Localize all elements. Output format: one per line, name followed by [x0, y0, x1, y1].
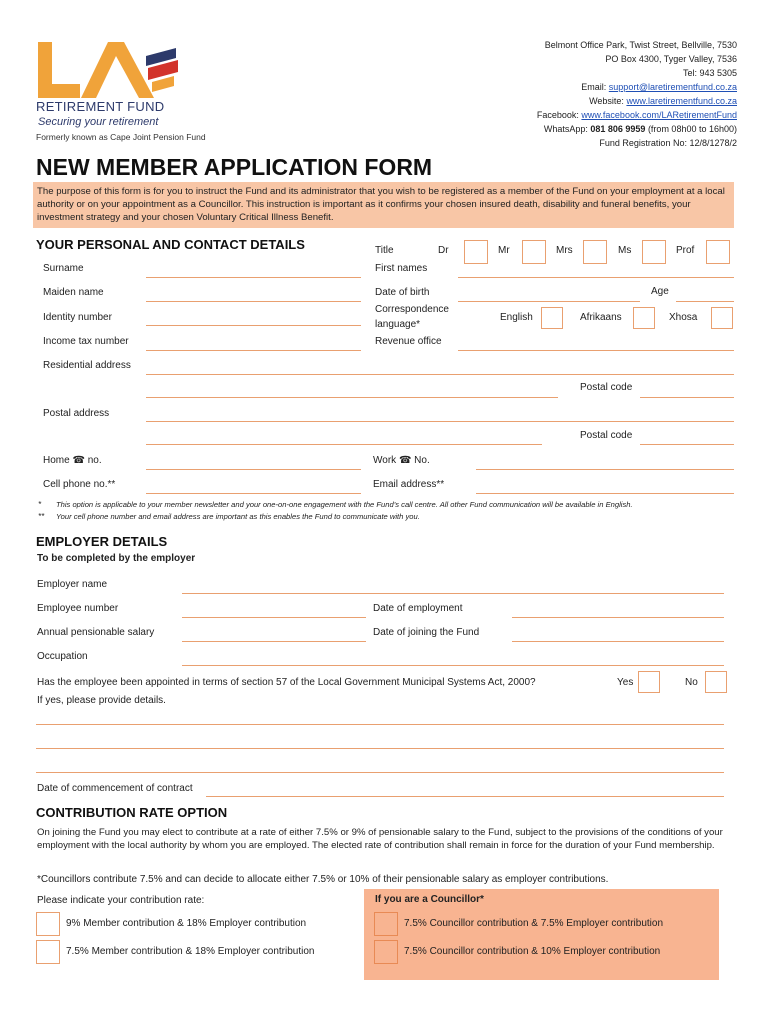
employer-heading: EMPLOYER DETAILS	[36, 534, 168, 549]
contact-address1: Belmont Office Park, Twist Street, Bellville, 7530	[544, 40, 737, 50]
occupation-field[interactable]	[182, 665, 724, 666]
home-number-suffix: no.	[84, 455, 102, 466]
email-link[interactable]: support@laretirementfund.co.za	[608, 82, 737, 92]
councillor-option-1-checkbox[interactable]	[374, 912, 398, 936]
contact-address2: PO Box 4300, Tyger Valley, 7536	[605, 54, 737, 64]
postal-address-label: Postal address	[43, 408, 110, 419]
residential-address-label: Residential address	[43, 360, 131, 371]
employer-name-field[interactable]	[182, 593, 724, 594]
work-number-label	[373, 455, 430, 466]
residential-postal-code-label: Postal code	[580, 382, 633, 393]
correspondence-label-1: Correspondence	[375, 304, 449, 315]
first-names-field[interactable]	[458, 277, 734, 278]
phone-icon: ☎	[398, 455, 412, 466]
councillor-option-2-label: 7.5% Councillor contribution & 10% Employer contribution	[404, 946, 661, 957]
home-number-text: Home	[43, 455, 73, 466]
contribution-heading: CONTRIBUTION RATE OPTION	[36, 805, 228, 820]
facebook-link[interactable]: www.facebook.com/LARetirementFund	[581, 110, 737, 120]
age-field[interactable]	[676, 301, 734, 302]
surname-label: Surname	[43, 263, 84, 274]
email-label: Email:	[581, 82, 609, 92]
lang-english-label: English	[500, 312, 533, 323]
section57-question: Has the employee been appointed in terms of section 57 of the Local Government Municipal Systems Act, 2000?	[37, 677, 536, 688]
title-mr-checkbox[interactable]	[522, 240, 546, 264]
maiden-name-field[interactable]	[146, 301, 361, 302]
date-of-birth-label: Date of birth	[375, 287, 430, 298]
title-prof-label: Prof	[676, 245, 695, 256]
contact-email	[581, 82, 737, 92]
phone-icon: ☎	[72, 455, 85, 466]
title-prof-checkbox[interactable]	[706, 240, 730, 264]
work-number-field[interactable]	[476, 469, 734, 470]
footnote-2-mark: **	[38, 512, 45, 521]
details-field-3[interactable]	[36, 772, 724, 773]
title-dr-label: Dr	[438, 245, 449, 256]
work-number-suffix: No.	[411, 455, 430, 466]
title-ms-checkbox[interactable]	[642, 240, 666, 264]
employee-number-field[interactable]	[182, 617, 366, 618]
contact-facebook	[537, 110, 737, 120]
councillor-option-1-label: 7.5% Councillor contribution & 7.5% Employer contribution	[404, 918, 664, 929]
contact-tel: Tel: 943 5305	[682, 68, 737, 78]
postal-address-field-1[interactable]	[146, 421, 734, 422]
lang-xhosa-checkbox[interactable]	[711, 307, 733, 329]
title-ms-label: Ms	[618, 245, 632, 256]
lang-english-checkbox[interactable]	[541, 307, 563, 329]
lang-xhosa-label: Xhosa	[669, 312, 698, 323]
work-number-text: Work	[373, 455, 399, 466]
footnote-1-mark: *	[38, 500, 42, 509]
contact-whatsapp	[544, 124, 737, 134]
whatsapp-number: 081 806 9959	[590, 124, 646, 134]
date-of-birth-field[interactable]	[458, 301, 640, 302]
residential-postal-code-field[interactable]	[640, 397, 734, 398]
occupation-label: Occupation	[37, 651, 88, 662]
email-address-field[interactable]	[476, 493, 734, 494]
income-tax-field[interactable]	[146, 350, 361, 351]
postal-postal-code-label: Postal code	[580, 430, 633, 441]
email-address-label: Email address**	[373, 479, 445, 490]
revenue-office-field[interactable]	[458, 350, 734, 351]
website-label: Website:	[589, 96, 627, 106]
commencement-field[interactable]	[206, 796, 724, 797]
employee-number-label: Employee number	[37, 603, 119, 614]
logo-name: RETIREMENT FUND	[36, 99, 165, 114]
income-tax-label: Income tax number	[43, 336, 129, 347]
identity-number-field[interactable]	[146, 325, 361, 326]
title-mrs-checkbox[interactable]	[583, 240, 607, 264]
postal-address-field-2[interactable]	[146, 444, 542, 445]
title-dr-checkbox[interactable]	[464, 240, 488, 264]
whatsapp-hours: (from 08h00 to 16h00)	[645, 124, 737, 134]
date-joining-field[interactable]	[512, 641, 724, 642]
councillor-option-2-checkbox[interactable]	[374, 940, 398, 964]
formerly-known: Formerly known as Cape Joint Pension Fund	[36, 132, 206, 142]
option-7-5pct-checkbox[interactable]	[36, 940, 60, 964]
employer-name-label: Employer name	[37, 579, 108, 590]
date-joining-label: Date of joining the Fund	[373, 627, 480, 638]
contribution-paragraph: On joining the Fund you may elect to contribute at a rate of either 7.5% or 9% of pensionable salary to the Fund, subject to the provisions of the conditions of your employment with the local authority by whom you are employed. The elected rate of contribution shall remain in force for the duration of your Fund membership.	[37, 827, 723, 851]
commencement-label: Date of commencement of contract	[37, 783, 193, 794]
postal-postal-code-field[interactable]	[640, 444, 734, 445]
employer-subheading: To be completed by the employer	[37, 553, 196, 564]
date-of-employment-field[interactable]	[512, 617, 724, 618]
indicate-label: Please indicate your contribution rate:	[37, 895, 205, 906]
logo-tagline: Securing your retirement	[38, 116, 159, 128]
title-mrs-label: Mrs	[556, 245, 573, 256]
cell-phone-field[interactable]	[146, 493, 361, 494]
maiden-name-label: Maiden name	[43, 287, 104, 298]
identity-number-label: Identity number	[43, 312, 112, 323]
la-logo-graphic	[36, 38, 216, 100]
lang-afrikaans-checkbox[interactable]	[633, 307, 655, 329]
section57-no-label: No	[685, 677, 698, 688]
age-label: Age	[651, 286, 669, 297]
page-title: NEW MEMBER APPLICATION FORM	[36, 154, 433, 180]
footnote-1: This option is applicable to your member newsletter and your one-on-one engagement with the Fund’s call centre. All other Fund communication will be available in English.	[56, 500, 633, 509]
section57-no-checkbox[interactable]	[705, 671, 727, 693]
date-of-employment-label: Date of employment	[373, 603, 463, 614]
section57-yes-checkbox[interactable]	[638, 671, 660, 693]
logo	[36, 38, 216, 148]
annual-salary-label: Annual pensionable salary	[37, 627, 155, 638]
councillor-heading: If you are a Councillor*	[375, 894, 484, 905]
if-yes-label: If yes, please provide details.	[37, 695, 166, 706]
fund-registration: Fund Registration No: 12/8/1278/2	[599, 138, 737, 148]
option-9pct-label: 9% Member contribution & 18% Employer contribution	[66, 918, 307, 929]
lang-afrikaans-label: Afrikaans	[580, 312, 622, 323]
facebook-label: Facebook:	[536, 110, 582, 120]
option-7-5pct-label: 7.5% Member contribution & 18% Employer contribution	[66, 946, 315, 957]
residential-address-field-2[interactable]	[146, 397, 558, 398]
details-field-1[interactable]	[36, 724, 724, 725]
intro-text: The purpose of this form is for you to instruct the Fund and its administrator that you wish to be registered as a member of the Fund on your employment at a local authority or on your appointment as a Councillor. This instruction is important as it confirms your chosen insured death, disability and funeral benefits, your investment strategy and your chosen Voluntary Critical Illness Benefit.	[37, 186, 725, 223]
whatsapp-label: WhatsApp:	[543, 124, 591, 134]
details-field-2[interactable]	[36, 748, 724, 749]
correspondence-label-2: language*	[375, 319, 421, 330]
option-9pct-checkbox[interactable]	[36, 912, 60, 936]
first-names-label: First names	[375, 263, 428, 274]
personal-heading: YOUR PERSONAL AND CONTACT DETAILS	[36, 237, 305, 252]
home-number-field[interactable]	[146, 469, 361, 470]
title-label: Title	[375, 245, 394, 256]
cell-phone-label: Cell phone no.**	[43, 479, 116, 490]
title-mr-label: Mr	[498, 245, 510, 256]
section57-yes-label: Yes	[617, 677, 634, 688]
surname-field[interactable]	[146, 277, 361, 278]
website-link[interactable]: www.laretirementfund.co.za	[626, 96, 737, 106]
contact-website	[589, 96, 737, 106]
footnote-2: Your cell phone number and email address are important as this enables the Fund to communicate with you.	[56, 512, 420, 521]
annual-salary-field[interactable]	[182, 641, 366, 642]
residential-address-field-1[interactable]	[146, 374, 734, 375]
revenue-office-label: Revenue office	[375, 336, 442, 347]
home-number-label	[43, 455, 102, 466]
councillor-note: *Councillors contribute 7.5% and can decide to allocate either 7.5% or 10% of their pensionable salary as employer contributions.	[37, 874, 609, 885]
